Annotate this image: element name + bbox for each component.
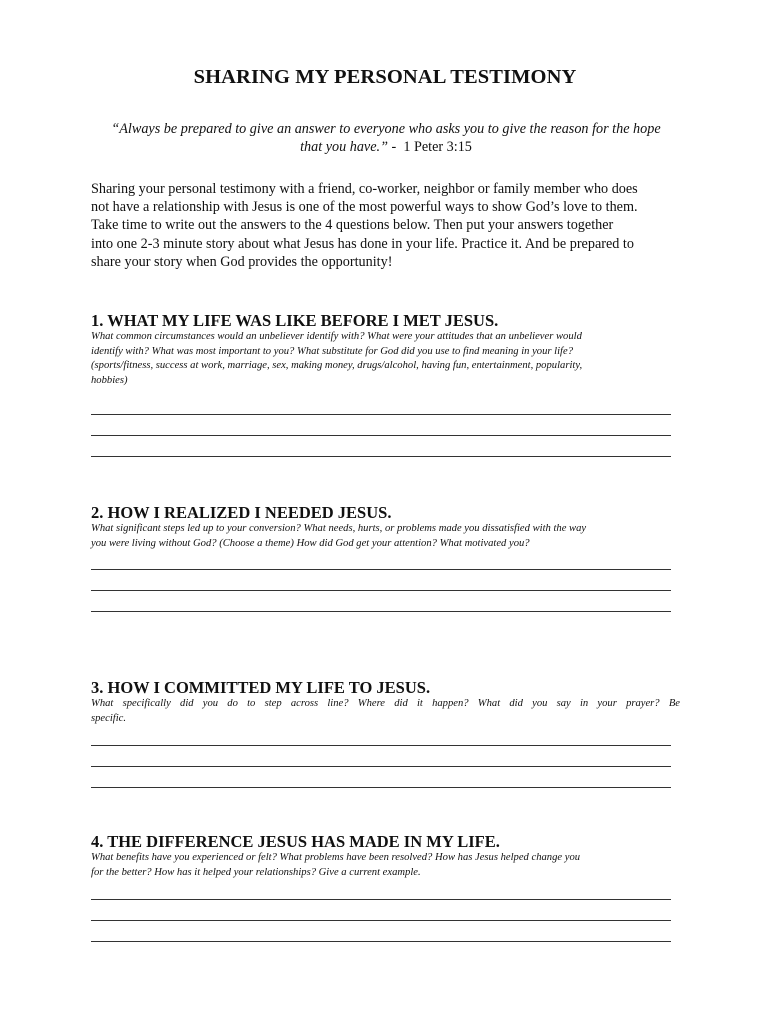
intro-line: Sharing your personal testimony with a friend, co-worker, neighbor or family member who does [91, 181, 638, 197]
quote-line-1: “Always be prepared to give an answer to everyone who asks you to give the reason for the hope [111, 121, 661, 137]
answer-line[interactable] [91, 569, 671, 570]
intro-line: Take time to write out the answers to the 4 questions below. Then put your answers together [91, 217, 614, 234]
prompt-line: What specifically did you do to step across line? Where did it happen? What did you say in your prayer? Be [91, 698, 680, 709]
answer-line[interactable] [91, 435, 671, 436]
section-heading: 4. THE DIFFERENCE JESUS HAS MADE IN MY LIFE. [91, 832, 500, 851]
answer-line[interactable] [91, 920, 671, 921]
prompt-line: identify with? What was most important to you? What substitute for God did you use to find meaning in your life? [91, 345, 573, 357]
quote-line-2 [91, 138, 681, 156]
prompt-line: hobbies) [91, 374, 128, 386]
section-committed-life [91, 678, 691, 726]
intro-line: into one 2-3 minute story about what Jesus has done in your life. Practice it. And be prepared to [91, 235, 634, 252]
page-title: SHARING MY PERSONAL TESTIMONY [193, 66, 577, 88]
prompt-line: What benefits have you experienced or felt? What problems have been resolved? How has Jesus helped change you [91, 852, 581, 863]
section-prompt [91, 522, 691, 551]
intro-line: not have a relationship with Jesus is one of the most powerful ways to show God’s love to them. [91, 199, 638, 216]
section-heading: 1. WHAT MY LIFE WAS LIKE BEFORE I MET JESUS. [91, 311, 499, 330]
prompt-line: specific. [91, 712, 127, 724]
prompt-line: for the better? How has it helped your relationships? Give a current example. [91, 866, 421, 878]
section-heading: 2. HOW I REALIZED I NEEDED JESUS. [91, 503, 392, 522]
intro-line: share your story when God provides the opportunity! [91, 253, 393, 270]
scripture-quote [91, 120, 681, 156]
section-heading: 3. HOW I COMMITTED MY LIFE TO JESUS. [91, 678, 431, 697]
quote-reference: - 1 Peter 3:15 [387, 139, 472, 155]
prompt-line: What significant steps led up to your conversion? What needs, hurts, or problems made you dissatisfied with the way [91, 523, 587, 534]
answer-line[interactable] [91, 766, 671, 767]
answer-line[interactable] [91, 787, 671, 788]
section-prompt [91, 697, 691, 726]
answer-line[interactable] [91, 941, 671, 942]
section-realized-need [91, 503, 691, 551]
prompt-line: (sports/fitness, success at work, marriage, sex, making money, drugs/alcohol, having fun, entertainment, popularity, [91, 360, 583, 372]
section-difference-made [91, 832, 691, 880]
prompt-line: What common circumstances would an unbeliever identify with? What were your attitudes that an unbeliever would [91, 331, 582, 342]
section-prompt [91, 330, 691, 388]
section-life-before [91, 311, 691, 388]
intro-paragraph [91, 180, 691, 271]
answer-line[interactable] [91, 590, 671, 591]
prompt-line: you were living without God? (Choose a theme) How did God get your attention? What motivated you? [91, 537, 530, 549]
answer-line[interactable] [91, 745, 671, 746]
answer-line[interactable] [91, 899, 671, 900]
answer-line[interactable] [91, 456, 671, 457]
answer-line[interactable] [91, 414, 671, 415]
section-prompt [91, 851, 691, 880]
answer-line[interactable] [91, 611, 671, 612]
quote-line-2-text: that you have.” [300, 139, 388, 155]
